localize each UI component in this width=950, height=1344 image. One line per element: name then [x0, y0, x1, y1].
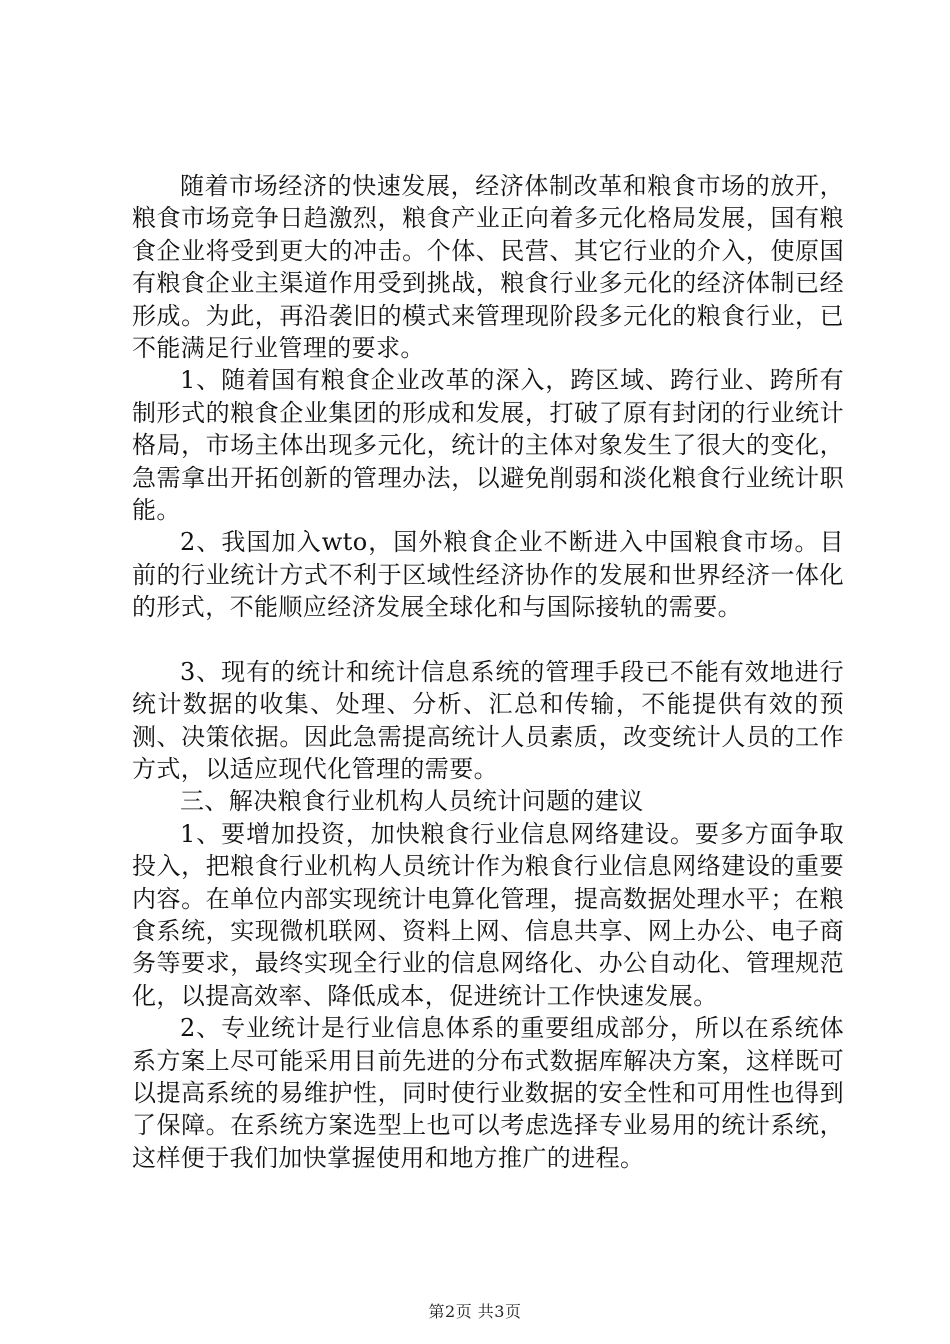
- paragraph-market-reform: 随着市场经济的快速发展，经济体制改革和粮食市场的放开，粮食市场竞争日趋激烈，粮食产业正向着多元化格局发展，国有粮食企业将受到更大的冲击。个体、民营、其它行业的介入，使原国有粮食企业主渠道作用受到挑战，粮食行业多元化的经济体制已经形成。为此，再沿袭旧的模式来管理现阶段多元化的粮食行业，已不能满足行业管理的要求。: [132, 172, 844, 363]
- page-footer: 第2页 共3页: [428, 1302, 522, 1321]
- section-heading-suggestions: 三、解决粮食行业机构人员统计问题的建议: [180, 787, 644, 816]
- paragraph-point-3: 3、现有的统计和统计信息系统的管理手段已不能有效地进行统计数据的收集、处理、分析、汇总和传输，不能提供有效的预测、决策依据。因此急需提高统计人员素质，改变统计人员的工作方式，以适应现代化管理的需要。: [132, 657, 844, 783]
- paragraph-suggestion-1: 1、要增加投资，加快粮食行业信息网络建设。要多方面争取投入，把粮食行业机构人员统计作为粮食行业信息网络建设的重要内容。在单位内部实现统计电算化管理，提高数据处理水平；在粮食系统，实现微机联网、资料上网、信息共享、网上办公、电子商务等要求，最终实现全行业的信息网络化、办公自动化、管理规范化，以提高效率、降低成本，促进统计工作快速发展。: [132, 819, 844, 1010]
- paragraph-point-2: 2、我国加入wto，国外粮食企业不断进入中国粮食市场。目前的行业统计方式不利于区域性经济协作的发展和世界经济一体化的形式，不能顺应经济发展全球化和与国际接轨的需要。: [132, 528, 844, 622]
- paragraph-point-1: 1、随着国有粮食企业改革的深入，跨区域、跨行业、跨所有制形式的粮食企业集团的形成和发展，打破了原有封闭的行业统计格局，市场主体出现多元化，统计的主体对象发生了很大的变化，急需拿出开拓创新的管理办法，以避免削弱和淡化粮食行业统计职能。: [132, 366, 844, 525]
- paragraph-suggestion-2: 2、专业统计是行业信息体系的重要组成部分，所以在系统体系方案上尽可能采用目前先进的分布式数据库解决方案，这样既可以提高系统的易维护性，同时使行业数据的安全性和可用性也得到了保障。在系统方案选型上也可以考虑选择专业易用的统计系统，这样便于我们加快掌握使用和地方推广的进程。: [132, 1014, 844, 1172]
- document-body: [132, 170, 844, 1174]
